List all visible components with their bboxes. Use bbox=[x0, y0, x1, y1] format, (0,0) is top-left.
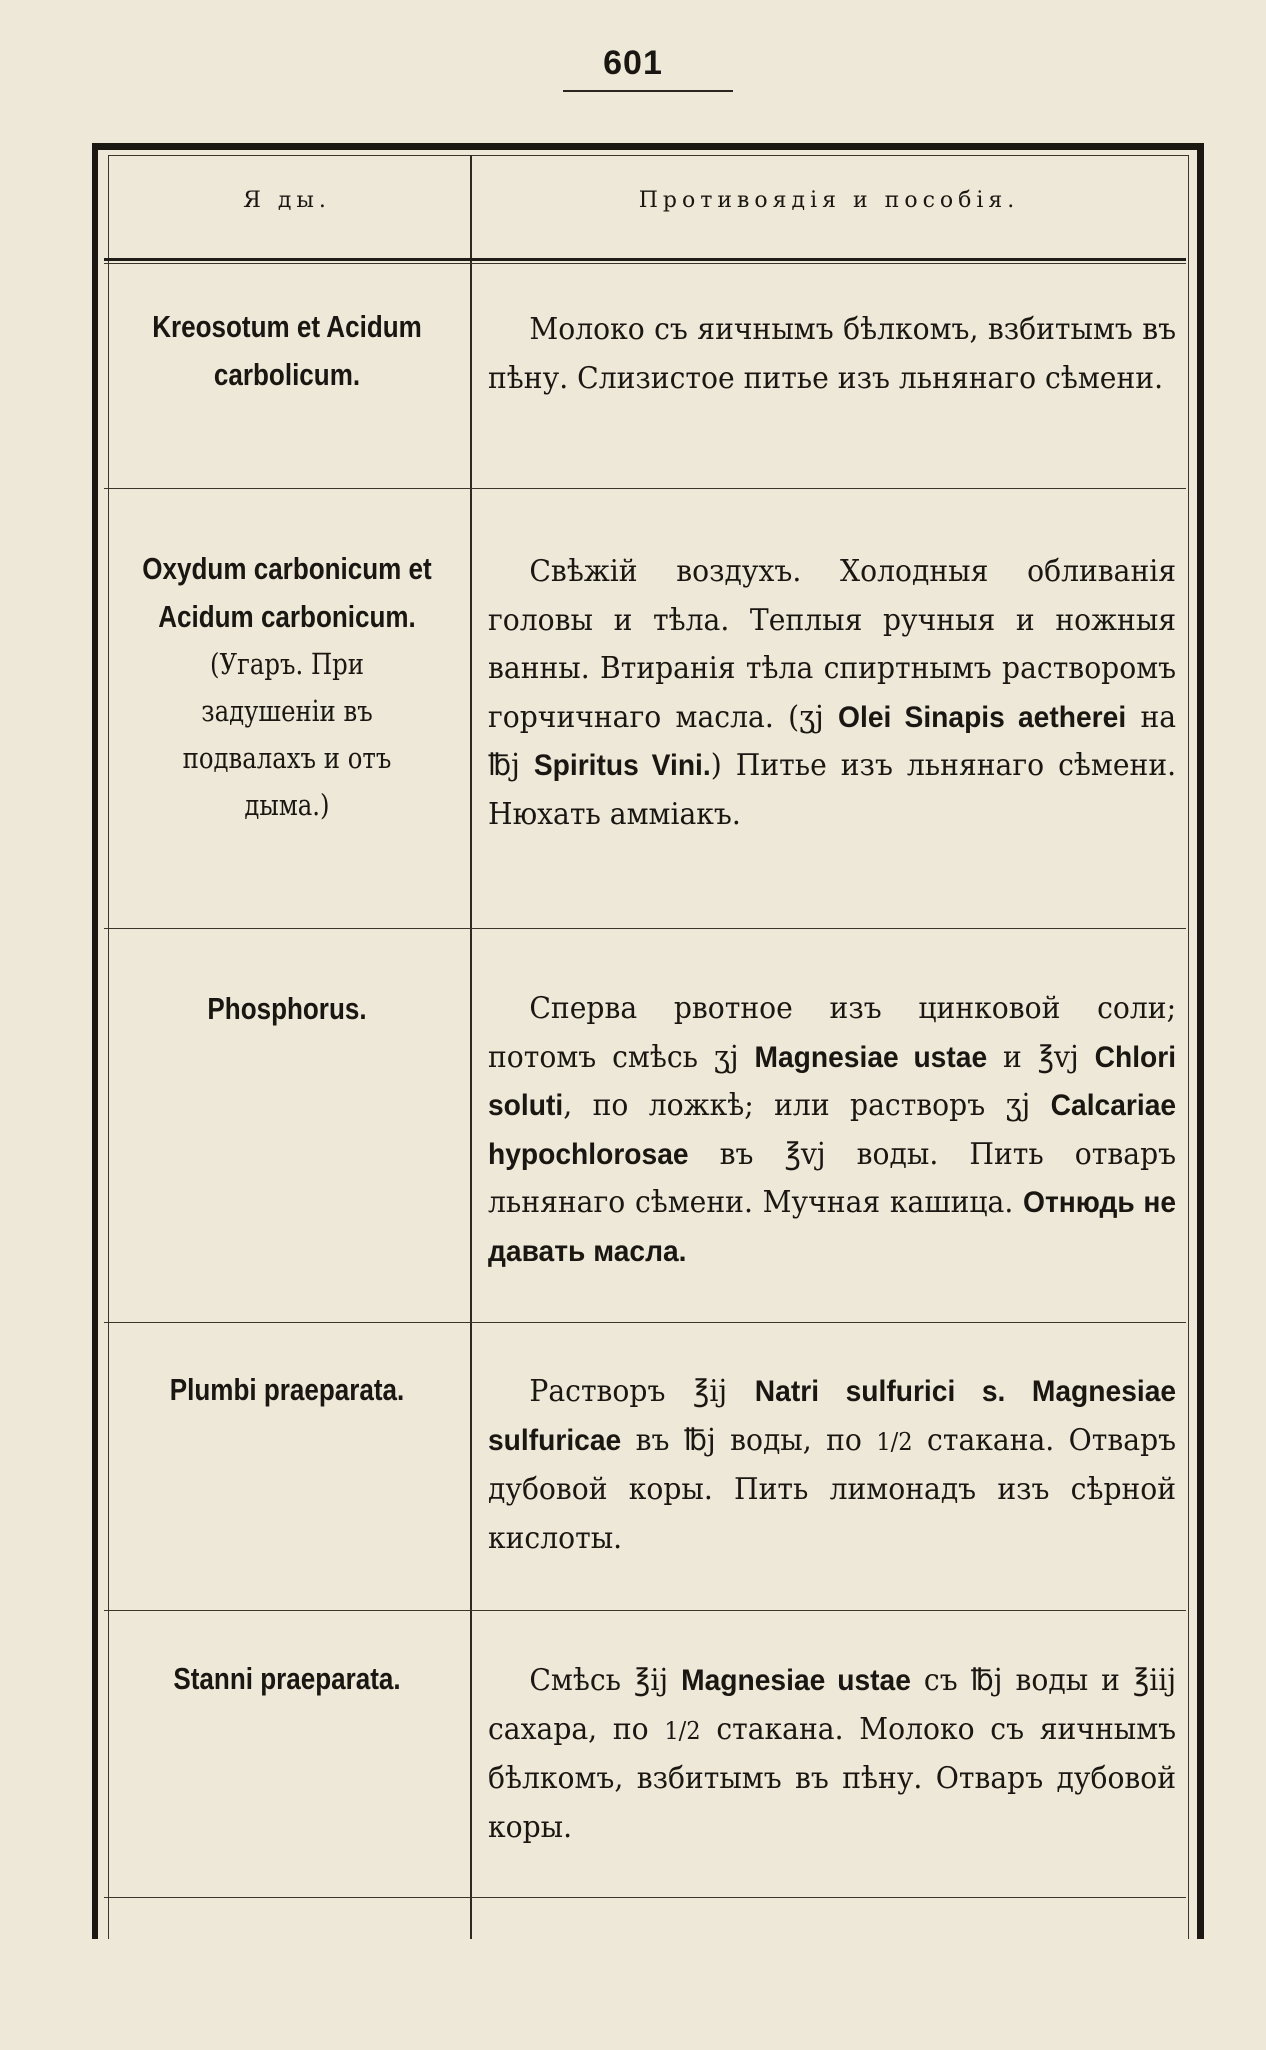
remedy-part: Смѣсь ℥ij bbox=[529, 1663, 682, 1698]
remedy-part: ) Питье изъ льнянаго сѣмени. Нюхать амміакъ. bbox=[488, 748, 1177, 832]
remedy-part: Свѣжій воздухъ. Холодныя обливанія головы и тѣла. Теплыя ручныя и ножныя ванны. Втиранія тѣла спиртнымъ растворомъ горчичнаго масла. (ʒj bbox=[488, 554, 1177, 735]
fraction: 1/2 bbox=[664, 1716, 701, 1745]
remedy-text bbox=[488, 985, 1176, 1276]
remedy-part: стакана. Отваръ дубовой коры. Пить лимонадъ изъ сѣрной кислоты. bbox=[488, 1422, 1177, 1556]
poison-note: (Угаръ. При задушеніи въ подвалахъ и отъ дыма.) bbox=[182, 647, 392, 822]
poison-name: Phosphorus. bbox=[207, 991, 367, 1026]
poison-name: Kreosotum et Acidum carbolicum. bbox=[152, 309, 422, 392]
remedy-latin: Magnesiae ustae bbox=[754, 1040, 988, 1074]
row-rule bbox=[104, 1610, 1186, 1611]
page-number-rule bbox=[563, 90, 733, 92]
remedy-latin: Chlori soluti bbox=[488, 1040, 1177, 1122]
remedy-latin: Olei Sinapis aetherei bbox=[838, 700, 1127, 734]
remedy-part: на ℔j bbox=[488, 699, 1177, 783]
remedy-latin: Spiritus Vini. bbox=[533, 749, 711, 782]
fraction: 1/2 bbox=[876, 1427, 913, 1456]
remedy-text bbox=[488, 548, 1176, 839]
row-rule bbox=[104, 928, 1186, 929]
poison-name: Plumbi praeparata. bbox=[169, 1372, 405, 1407]
header-poisons: Я ды. bbox=[243, 188, 331, 213]
remedy-part: съ ℔j воды и ℥iij сахара, по bbox=[488, 1663, 1177, 1747]
row-rule bbox=[104, 488, 1186, 489]
page-number: 601 bbox=[603, 44, 663, 82]
header-rule-thin bbox=[104, 263, 1186, 264]
remedy-part: въ ℔j воды, по bbox=[621, 1422, 877, 1458]
poison-name: Stanni praeparata. bbox=[173, 1661, 401, 1696]
column-divider bbox=[470, 155, 472, 1939]
poison-latin: Oxydum carbonicum et Acidum carbonicum. bbox=[142, 551, 432, 634]
remedy-text bbox=[488, 1368, 1176, 1563]
header-antidotes: Противоядія и пособія. bbox=[638, 188, 1020, 213]
row-rule bbox=[104, 1322, 1186, 1323]
remedy-latin: Calcariae hypochlorosae bbox=[488, 1089, 1177, 1171]
header-rule bbox=[104, 258, 1186, 261]
remedy-part: и ℥vj bbox=[987, 1039, 1095, 1075]
row-rule bbox=[104, 1897, 1186, 1898]
remedy-latin: Natri sulfurici s. Magnesiae sulfuricae bbox=[488, 1375, 1177, 1457]
remedy-text: Молоко съ яичнымъ бѣлкомъ, взбитымъ въ пѣну. Слизистое питье изъ льнянаго сѣмени. bbox=[488, 312, 1177, 396]
remedy-part: стакана. Молоко съ яичнымъ бѣлкомъ, взбитымъ въ пѣну. Отваръ дубовой коры. bbox=[488, 1711, 1177, 1845]
remedy-text bbox=[488, 1657, 1176, 1852]
remedy-latin: Magnesiae ustae bbox=[681, 1664, 911, 1697]
poison-name bbox=[140, 545, 434, 829]
remedy-part: Растворъ ℥ij bbox=[529, 1374, 755, 1409]
remedy-part: Сперва рвотное изъ цинковой соли; потомъ смѣсь ʒj bbox=[488, 991, 1177, 1075]
remedy-part: въ ℥vj воды. Пить отваръ льнянаго сѣмени. Мучная кашица. bbox=[488, 1136, 1177, 1220]
remedy-part: , по ложкѣ; или растворъ ʒj bbox=[563, 1088, 1051, 1123]
remedy-warning: Отнюдь не давать масла. bbox=[488, 1186, 1177, 1268]
